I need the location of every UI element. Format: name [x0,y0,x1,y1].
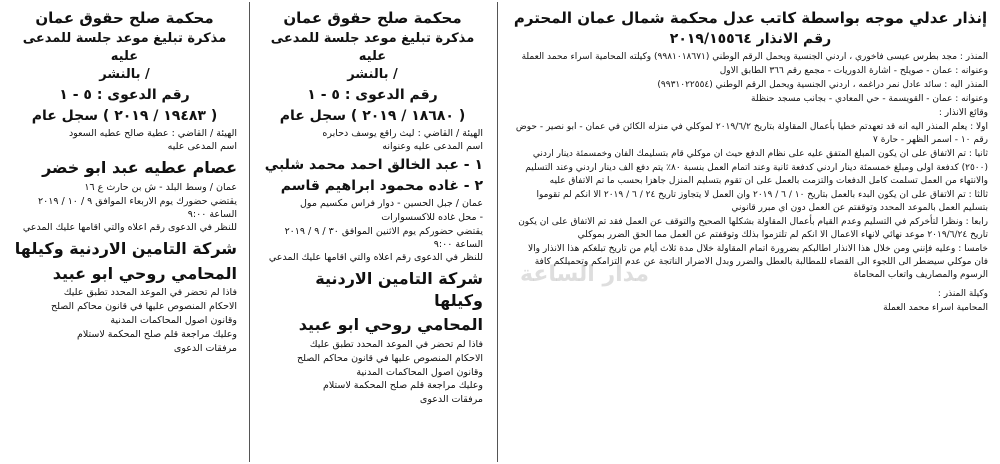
notice-line: اولا : يعلم المنذر اليه انه قد تعهدتم خطيا بأعمال المقاولة بتاريخ ٢٠١٩/٦/٢ لموكلي في منزله الكائن في عمان - ابو نصير - حوض رقم ١٠ - اسمر الظهر - حارة ٧ [515,122,988,146]
case-label: رقم الدعوى : ٥ - ١ [59,86,190,103]
warning-line: فاذا لم تحضر في الموعد المحدد تطبق عليك [309,338,483,350]
warning-line: وعليك مراجعة قلم صلح المحكمة لاستلام [76,328,237,340]
judge-line: الهيئة / القاضي : ليث راقع يوسف دحابره [322,127,483,139]
case-number: ( ١٩٤٨٣ / ٢٠١٩ ) سجل عام [31,107,218,124]
court-name: محكمة صلح حقوق عمان [283,9,462,27]
notice-line: رابعا : ونظرا لتأخركم في التسليم وعدم القيام بأعمال المقاولة بشكلها الصحيح والتوقف عن العمل فقد تم الاتفاق على ان يكون تاريخ ٢٠١٩/٦/٢٤ موعد نهائي لانهاء الاعمال الا انكم لم تلتزموا بذلك وتوقفتم عن العمل مما الحق الضرر بموكلي [518,216,988,240]
plaintiff-name: شركة التامين الاردنية وكيلها [315,269,483,310]
notice-number: رقم الانذار ٢٠١٩/١٥٥٦٤ [669,31,832,48]
plaintiff-name: شركة التامين الاردنية وكيلها [14,239,237,259]
notice-title: إنذار عدلي موجه بواسطة كاتب عدل محكمة شمال عمان المحترم [513,9,988,27]
column-divider [497,2,498,462]
notice-line: وعنوانه : عمان - القويسمة - حي المعادي - بجانب مسجد حنظلة [751,94,988,105]
defendant-label: اسم المدعى عليه وعنوانه [382,141,483,153]
warning-line: وقانون اصول المحاكمات المدنية [356,366,483,378]
warning-line: الاحكام المنصوص عليها في قانون محاكم الصلح [51,301,237,313]
legal-warning-column [505,0,996,464]
lawyer-name: المحامي روحي ابو عبيد [298,315,483,335]
notice-line: ثالثا : تم الاتفاق على ان يكون البدء بالعمل بتاريخ ١٠ / ٦ / ٢٠١٩ وان العمل لا يتجاوز تاريخ ٢٤ / ٦ / ٢٠١٩ الا انكم لم تقوموا بتسليم العمل بالموعد المحدد وتوقفتم عن العمل دون اي مبرر قانوني [536,189,988,213]
case-label: رقم الدعوى : ٥ - ١ [307,86,438,103]
address-line: عمان / وسط البلد - ش بن حارث ع ١٦ [84,181,237,193]
lawyer-name: المحامي روحي ابو عبيد [52,263,237,283]
judge-line: الهيئة / القاضي : عطية صالح عطيه السعود [68,127,237,139]
signer-name: المحامية اسراء محمد العملة [883,302,988,313]
notice-line: المنذر : مجد بطرس عيسى فاخوري ، اردني الجنسية ويحمل الرقم الوطني (٩٩٨١٠١٨٦٧١) وكيلته المحامية اسراء محمد العملة [521,52,988,63]
memo-title: مذكرة تبليغ موعد جلسة للمدعى عليه [22,31,227,64]
case-note: للنظر في الدعوى رقم اعلاه والتي اقامها عليك المدعي [22,222,237,234]
case-note: للنظر في الدعوى رقم اعلاه والتي اقامها عليك المدعي [268,252,483,264]
hearing-notice-column-2 [256,0,489,464]
hearing-date: يقتضي حضورك يوم الاربعاء الموافق ٩ / ١٠ / ٢٠١٩ الساعة ٩:٠٠ [38,195,237,220]
warning-line: الاحكام المنصوص عليها في قانون محاكم الصلح [297,352,483,364]
defendant-name: عصام عطيه عبد ابو خضر [42,158,237,178]
court-name: محكمة صلح حقوق عمان [35,9,214,27]
notice-line: وقائع الانذار : [938,108,988,119]
defendant-1: ١ - عبد الخالق احمد محمد شلبي [264,157,483,174]
notice-line: وعنوانه : عمان - صويلح - اشارة الدوريات - مجمع رقم ٣٦٦ الطابق الاول [719,66,988,77]
notice-body [513,51,988,315]
warning-line: وعليك مراجعة قلم صلح المحكمة لاستلام [322,380,483,392]
case-number: ( ١٨٦٨٠ / ٢٠١٩ ) سجل عام [279,107,466,124]
publication-method: / بالنشر [99,67,150,83]
warning-line: وقانون اصول المحاكمات المدنية [110,314,237,326]
watermark: مدار الساعة [520,262,650,287]
defendant-label: اسم المدعى عليه [167,141,237,153]
warning-line: مرفقات الدعوى [173,342,237,354]
defendant-2: ٢ - غاده محمود ابراهيم قاسم [280,178,483,195]
closing-label: وكيلة المنذر : [937,288,988,299]
hearing-date: يقتضي حضوركم يوم الاثنين الموافق ٣٠ / ٩ / ٢٠١٩ الساعة ٩:٠٠ [284,225,483,250]
notice-line: المنذر اليه : سائد عادل نمر دراغمه ، اردني الجنسية ويحمل الرقم الوطني (٩٩٣١٠٢٢٥٥٤) [657,80,988,91]
memo-title: مذكرة تبليغ موعد جلسة للمدعى عليه [270,31,475,64]
column-divider [249,2,250,462]
hearing-notice-column-1 [6,0,243,464]
address-line: عمان / جبل الحسين - دوار فراس مكسيم مول [300,198,483,210]
notice-line: ثانيا : تم الاتفاق على ان يكون المبلغ المتفق عليه على نظام الدفع حيث ان موكلي قام بتسليمك الفان وخمسمئة دينار اردني (٢٥٠٠) كدفعة اولى ومبلغ خمسمئة دينار اردني كدفعة ثانية وعند اتمام العمل بنسبة ٨٠٪ يتم دفع الف دينار اردني وعند التسليم والانتهاء من العمل تسلمت كامل الدفعات والتزمت بالعمل على ان تقوم بتسليم المنزل جاهزا بحسب ما تم الاتفاق عليه [525,149,988,186]
notice-line: خامسا : وعليه فإنني ومن خلال هذا الانذار اطالبكم بضرورة اتمام المقاولة خلال مدة ثلاث أيام من تاريخ تبلغكم هذا الانذار والا فان موكلي سيضطر الى اللجوء الى القضاء للمطالبة بالعطل والضرر وبدل الاضرار الناتجة عن عدم التزامكم وتحميلكم كافة الرسوم والمصاريف واتعاب المحاماة [527,243,988,280]
address-line-2: - محل غاده للاكسسوارات [381,211,483,223]
publication-method: / بالنشر [347,67,398,83]
warning-line: مرفقات الدعوى [419,394,483,406]
warning-line: فاذا لم تحضر في الموعد المحدد تطبق عليك [63,287,237,299]
